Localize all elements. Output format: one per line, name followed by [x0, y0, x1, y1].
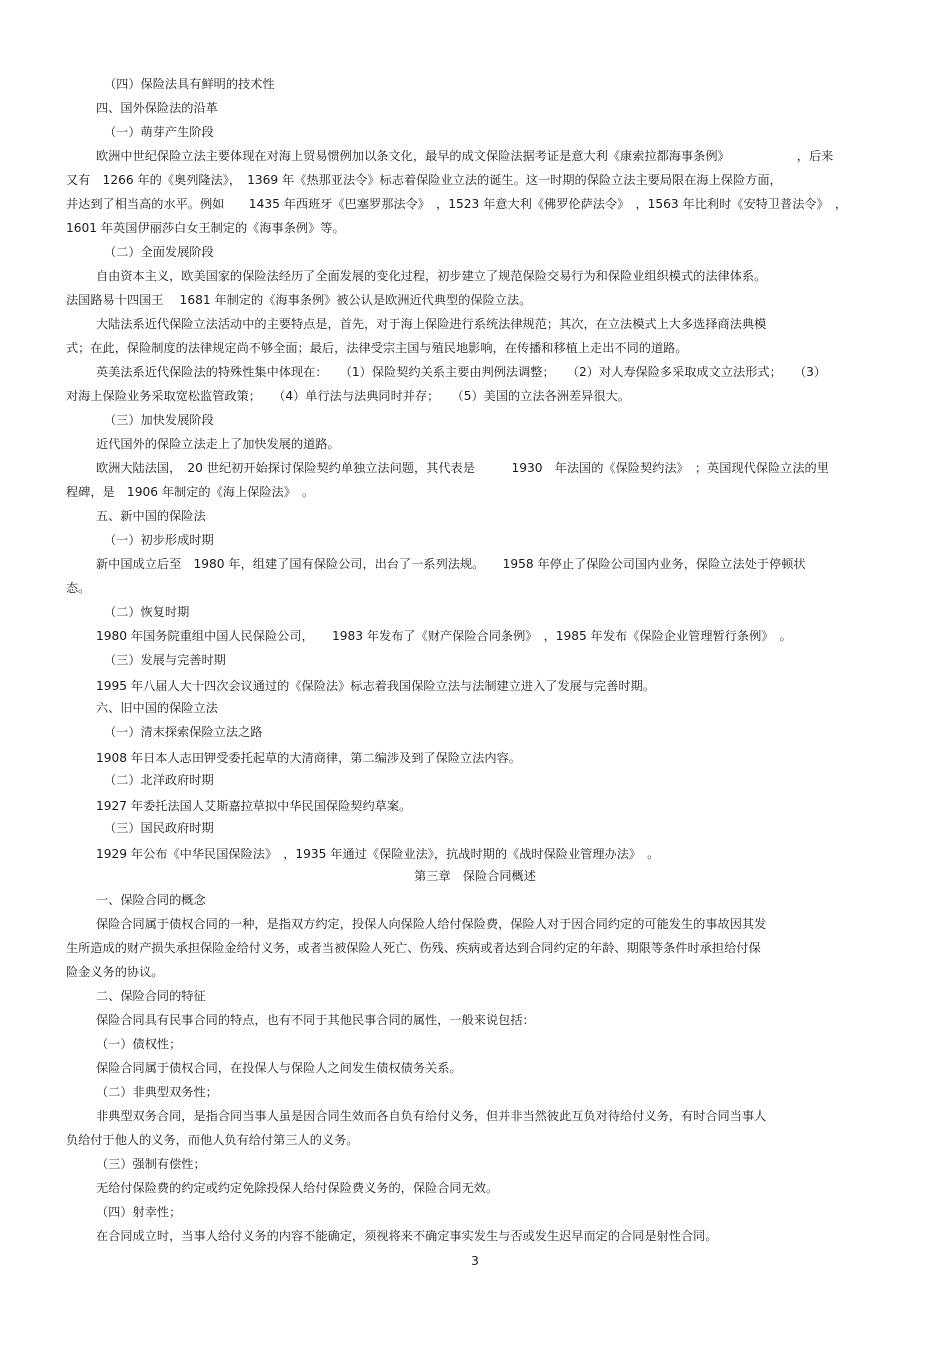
- text-line: 二、保险合同的特征: [96, 989, 206, 1003]
- text-line: 1929 年公布《中华民国保险法》 ，1935 年通过《保险业法》，抗战时期的《战时保险业管理办法》 。: [96, 847, 660, 861]
- text-line: 六、旧中国的保险立法: [96, 701, 218, 715]
- text-line: 1601 年英国伊丽莎白女王制定的《海事条例》等。: [66, 221, 345, 235]
- text-line: 式；在此，保险制度的法律规定尚不够全面；最后，法律受宗主国与殖民地影响，在传播和移植上走出不同的道路。: [66, 341, 688, 355]
- chapter-title: 第三章 保险合同概述: [414, 869, 536, 883]
- text-line: 欧洲中世纪保险立法主要体现在对海上贸易惯例加以条文化，最早的成文保险法据考证是意大利《康索拉都海事条例》 ，后来: [96, 149, 834, 163]
- text-line: （三）强制有偿性；: [96, 1157, 206, 1171]
- text-line: 1995 年八届人大十四次会议通过的《保险法》标志着我国保险立法与法制建立进入了发展与完善时期。: [96, 679, 655, 693]
- page-number: 3: [471, 1254, 479, 1268]
- text-line: （一）初步形成时期: [104, 533, 214, 547]
- text-line: 负给付于他人的义务，而他人负有给付第三人的义务。: [66, 1133, 359, 1147]
- text-line: （二）北洋政府时期: [104, 773, 214, 787]
- text-line: （三）发展与完善时期: [104, 653, 226, 667]
- text-line: （一）债权性；: [96, 1037, 182, 1051]
- text-line: （四）射幸性；: [96, 1205, 182, 1219]
- text-line: 保险合同属于债权合同，在投保人与保险人之间发生债权债务关系。: [96, 1061, 462, 1075]
- text-line: 1927 年委托法国人艾斯嘉拉草拟中华民国保险契约草案。: [96, 799, 412, 813]
- text-line: （一）萌芽产生阶段: [104, 125, 214, 139]
- text-line: 法国路易十四国王 1681 年制定的《海事条例》被公认是欧洲近代典型的保险立法。: [66, 293, 532, 307]
- text-line: 生所造成的财产损失承担保险金给付义务，或者当被保险人死亡、伤残、疾病或者达到合同约定的年龄、期限等条件时承担给付保: [66, 941, 761, 955]
- text-line: 欧洲大陆法国， 20 世纪初开始探讨保险契约单独立法问题，其代表是 1930 年法国的《保险契约法》 ；英国现代保险立法的里: [96, 461, 829, 475]
- text-line: 保险合同属于债权合同的一种，是指双方约定，投保人向保险人给付保险费，保险人对于因合同约定的可能发生的事故因其发: [96, 917, 767, 931]
- text-line: 对海上保险业务采取宽松监管政策； （4）单行法与法典同时并存； （5）美国的立法各洲差异很大。: [66, 389, 630, 403]
- text-line: 英美法系近代保险法的特殊性集中体现在： （1）保险契约关系主要由判例法调整； （2）对人寿保险多采取成文立法形式； （3）: [96, 365, 827, 379]
- text-line: （二）全面发展阶段: [104, 245, 214, 259]
- text-line: 险金义务的协议。: [66, 965, 164, 979]
- text-line: 并达到了相当高的水平。例如 1435 年西班牙《巴塞罗那法令》 ，1523 年意大利《佛罗伦萨法令》 ，1563 年比利时《安特卫普法令》 ，: [66, 197, 848, 211]
- text-line: 大陆法系近代保险立法活动中的主要特点是，首先，对于海上保险进行系统法律规范；其次，在立法模式上大多选择商法典模: [96, 317, 767, 331]
- text-line: 自由资本主义，欧美国家的保险法经历了全面发展的变化过程，初步建立了规范保险交易行为和保险业组织模式的法律体系。: [96, 269, 767, 283]
- text-line: 无给付保险费的约定或约定免除投保人给付保险费义务的，保险合同无效。: [96, 1181, 499, 1195]
- text-line: 保险合同具有民事合同的特点，也有不同于其他民事合同的属性，一般来说包括：: [96, 1013, 535, 1027]
- text-line: （一）清末探索保险立法之路: [104, 725, 263, 739]
- text-line: 四、国外保险法的沿革: [96, 101, 218, 115]
- text-line: 在合同成立时，当事人给付义务的内容不能确定，须视将来不确定事实发生与否或发生迟早而定的合同是射性合同。: [96, 1229, 718, 1243]
- text-line: 非典型双务合同，是指合同当事人虽是因合同生效而各自负有给付义务，但并非当然彼此互负对待给付义务，有时合同当事人: [96, 1109, 767, 1123]
- text-line: 态。: [66, 581, 91, 595]
- text-line: 新中国成立后至 1980 年，组建了国有保险公司，出台了一系列法规。 1958 年停止了保险公司国内业务，保险立法处于停顿状: [96, 557, 806, 571]
- text-line: （三）国民政府时期: [104, 821, 214, 835]
- text-line: （二）恢复时期: [104, 605, 190, 619]
- text-line: 1908 年日本人志田钾受委托起草的大清商律，第二编涉及到了保险立法内容。: [96, 751, 521, 765]
- text-line: 近代国外的保险立法走上了加快发展的道路。: [96, 437, 340, 451]
- text-line: （四）保险法具有鲜明的技术性: [104, 77, 275, 91]
- text-line: 一、保险合同的概念: [96, 893, 206, 907]
- text-line: 又有 1266 年的《奥列隆法》， 1369 年《热那亚法令》标志着保险业立法的诞生。这一时期的保险立法主要局限在海上保险方面，: [66, 173, 782, 187]
- text-line: （三）加快发展阶段: [104, 413, 214, 427]
- text-line: 五、新中国的保险法: [96, 509, 206, 523]
- text-line: 程碑，是 1906 年制定的《海上保险法》 。: [66, 485, 315, 499]
- text-line: （二）非典型双务性；: [96, 1085, 218, 1099]
- text-line: 1980 年国务院重组中国人民保险公司， 1983 年发布了《财产保险合同条例》 ，1985 年发布《保险企业管理暂行条例》 。: [96, 629, 792, 643]
